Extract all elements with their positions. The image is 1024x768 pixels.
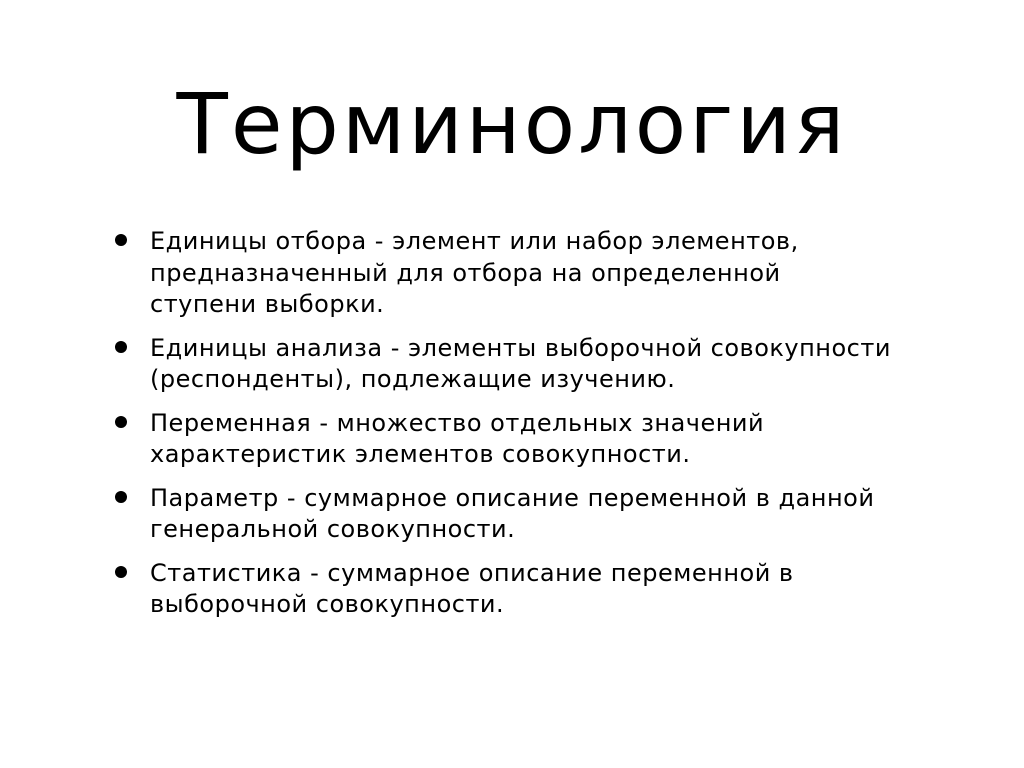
bullet-text: Переменная - множество отдельных значений характеристик элементов совокупности. xyxy=(150,408,765,468)
slide-title: Терминология xyxy=(176,75,848,173)
bullet-item-3 xyxy=(112,408,892,471)
bullet-text: Единицы анализа - элементы выборочной совокупности (респонденты), подлежащие изучению. xyxy=(150,333,891,393)
bullet-text: Единицы отбора - элемент или набор элементов, предназначенный для отбора на определенной ступени выборки. xyxy=(150,227,799,318)
bullet-dot-icon xyxy=(115,566,127,578)
bullet-dot-icon xyxy=(115,491,127,503)
bullet-dot-icon xyxy=(115,234,127,246)
bullet-item-1 xyxy=(112,226,892,321)
bullet-dot-icon xyxy=(115,416,127,428)
bullet-item-5 xyxy=(112,558,892,621)
bullet-item-2 xyxy=(112,333,892,396)
bullet-text: Статистика - суммарное описание переменной в выборочной совокупности. xyxy=(150,558,794,618)
bullet-item-4 xyxy=(112,483,892,546)
bullet-dot-icon xyxy=(115,341,127,353)
bullet-list xyxy=(112,226,892,633)
bullet-text: Параметр - суммарное описание переменной в данной генеральной совокупности. xyxy=(150,483,875,543)
